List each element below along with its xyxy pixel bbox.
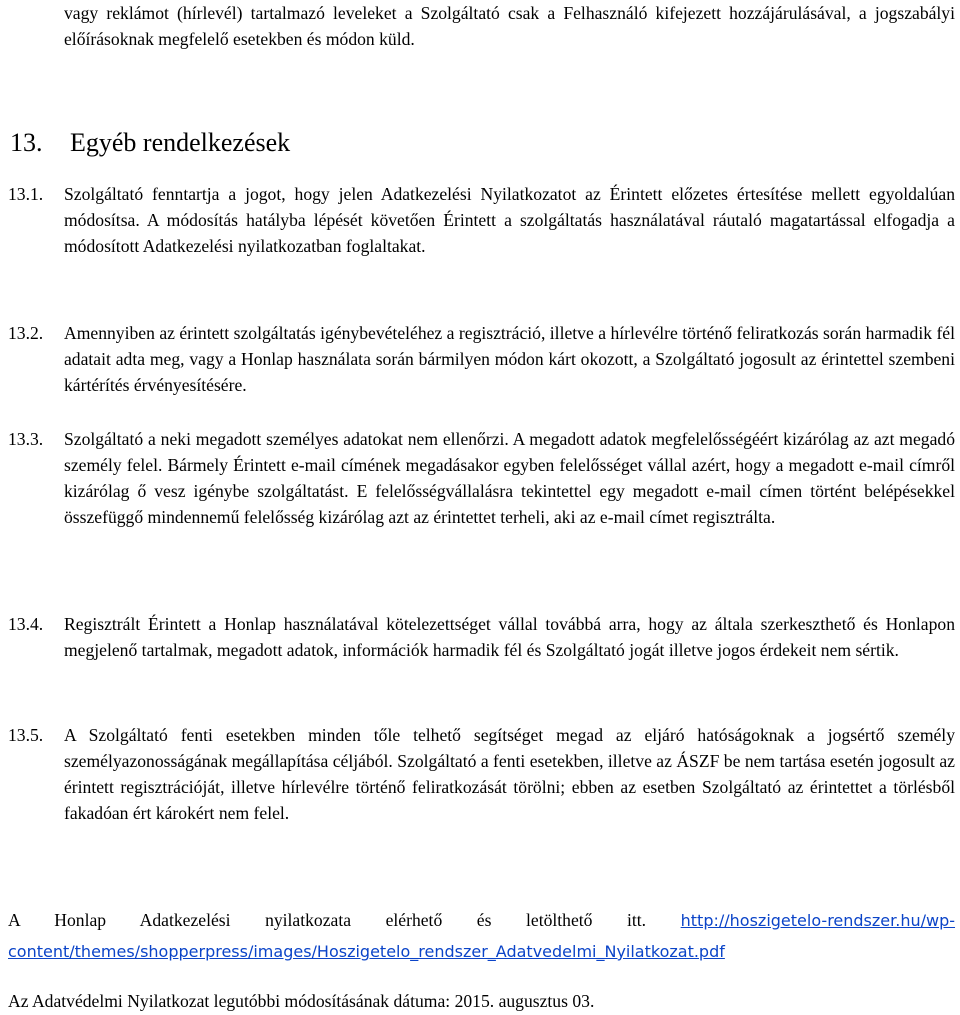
clause-text: Szolgáltató fenntartja a jogot, hogy jelen Adatkezelési Nyilatkozatot az Érintett előzetes értesítése mellett egyoldalúan módosítsa. A módosítás hatályba lépését követően Érintett a szolgáltatás használatával ráutaló magatartással elfogadja a módosított Adatkezelési nyilatkozatban foglaltakat.	[64, 184, 955, 256]
clause-13-5	[8, 722, 955, 826]
availability-text: A Honlap Adatkezelési nyilatkozata elérhető és letölthető itt.	[8, 910, 647, 930]
section-number: 13.	[10, 128, 43, 157]
clause-number: 13.2.	[8, 323, 44, 343]
clause-text: A Szolgáltató fenti esetekben minden tőle telhető segítséget megad az eljáró hatóságoknak a jogsértő személy személyazonosságának megállapítása céljából. Szolgáltató a fenti esetekben, illetve az ÁSZF be nem tartása esetén jogosult az érintett regisztrációját, illetve hírlevélre történő feliratkozását törölni; ebben az esetben Szolgáltató az érintettet a törlésből fakadóan ért károkért nem felel.	[64, 725, 955, 823]
section-title: Egyéb rendelkezések	[70, 128, 291, 157]
clause-number: 13.1.	[8, 184, 44, 204]
clause-13-4	[8, 611, 955, 663]
clause-13-2	[8, 320, 955, 398]
clause-text: Regisztrált Érintett a Honlap használatával kötelezettséget vállal továbbá arra, hogy az általa szerkeszthető és Honlapon megjelenő tartalmak, megadott adatok, információk harmadik fél és Szolgáltató jogát illetve jogos érdekeit nem sértik.	[64, 614, 955, 660]
intro-paragraph: vagy reklámot (hírlevél) tartalmazó leveleket a Szolgáltató csak a Felhasználó kifejezett hozzájárulásával, a jogszabályi előírásoknak megfelelő esetekben és módon küld.	[64, 3, 955, 49]
last-modified-date: Az Adatvédelmi Nyilatkozat legutóbbi módosításának dátuma: 2015. augusztus 03.	[8, 991, 595, 1011]
section-heading	[10, 126, 291, 160]
clause-13-1	[8, 181, 955, 259]
clause-number: 13.4.	[8, 614, 44, 634]
availability-paragraph	[8, 905, 955, 967]
clause-13-3	[8, 426, 955, 530]
clause-text: Szolgáltató a neki megadott személyes adatokat nem ellenőrzi. A megadott adatok megfelelősségéért kizárólag az azt megadó személy felel. Bármely Érintett e-mail címének megadásakor egyben felelősséget vállal azért, hogy a megadott e-mail címről kizárólag ő vesz igénybe szolgáltatást. E felelősségvállalásra tekintettel egy megadott e-mail címen történt belépésekkel összefüggő mindennemű felelősség kizárólag azt az érintettet terheli, aki az e-mail címet regisztrálta.	[64, 429, 955, 527]
clause-text: Amennyiben az érintett szolgáltatás igénybevételéhez a regisztráció, illetve a hírlevélre történő feliratkozás során harmadik fél adatait adta meg, vagy a Honlap használata során bármilyen módon kárt okozott, a Szolgáltató jogosult az érintettel szembeni kártérítés érvényesítésére.	[64, 323, 955, 395]
clause-number: 13.3.	[8, 429, 44, 449]
clause-number: 13.5.	[8, 725, 44, 745]
download-link[interactable]: http://hoszigetelo-rendszer.hu/wp-content/themes/shopperpress/images/Hoszigetelo_rendszer_Adatvedelmi_Nyilatkozat.pdf	[8, 911, 956, 961]
